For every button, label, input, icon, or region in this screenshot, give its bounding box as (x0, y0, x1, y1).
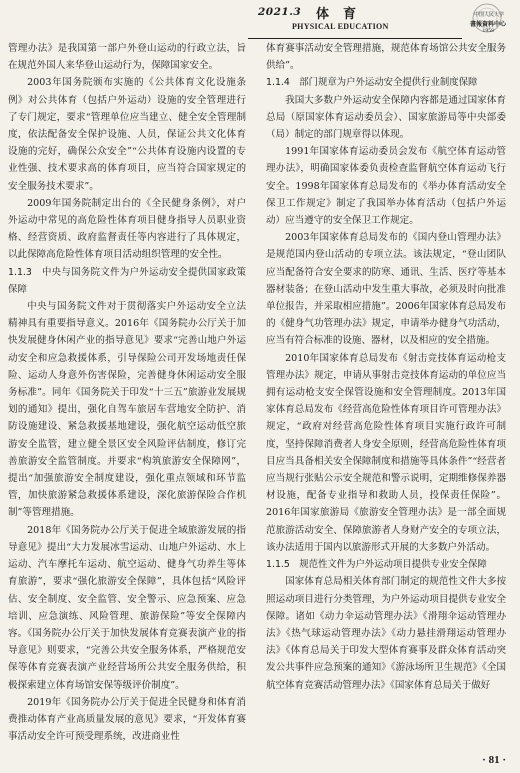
issue-number: 2021.3 (258, 6, 302, 18)
paragraph: 2010年国家体育总局发布《射击竞技体育运动枪支管理办法》规定，申请从事射击竞技体育运动的单位应当拥有运动枪支安全保管设施和安全管理制度。2013年国家体育总局发布《经营高危险性体育项目许可管理办法》规定，“政府对经营高危险性体育项目实施行政许可制度，坚持保障消费者人身安全原则，经营高危险性体育项目应当具备相关安全保障制度和措施等具体条件”“经营者应当规行张贴公示安全规范和警示说明，定期维修保养器材设施，配备专业指导和救助人员，投保责任保险”。2016年国家旅游局《旅游安全管理办法》是一部全面规范旅游活动安全、保障旅游者人身财产安全的专项立法，该办法适用于国内以旅游形式开展的大多数户外活动。 (266, 352, 506, 553)
paragraph: 2003年国家体育总局发布的《国内登山管理办法》是规范国内登山活动的专项立法。该法规定，“登山团队应当配备符合安全要求的防寒、通讯、生活、医疗等基本器材装备；在登山活动中发生重大事故，必须及时向批准单位报告，并采取相应措施”。2006年国家体育总局发布的《健身气功管理办法》规定，申请举办健身气功活动，应当有符合标准的设施、器材，以及相应的安全措施。 (266, 232, 506, 347)
page-number: · 81 · (482, 754, 506, 766)
right-column (266, 40, 506, 694)
paragraph: 2018年《国务院办公厅关于促进全域旅游发展的指导意见》提出“大力发展冰雪运动、山地户外运动、水上运动、汽车摩托车运动、航空运动、健身气功养生等体育旅游”，要求“强化旅游安全保障”，具体包括“风险评估、安全制度、安全监管、安全警示、应急预案、应急培训、应急演练、风险管理、旅游保险”等安全保障内容。《国务院办公厅关于加快发展体育竞赛表演产业的指导意见》则要求，“完善公共安全服务体系，严格规范安保等体育竞赛表演产业经营场所公共安全服务供给，积极探索建立体育场馆安保等级评价制度”。 (8, 524, 246, 691)
logo-center: 書報資料中心 (469, 21, 506, 28)
paragraph: 1991年国家体育运动委员会发布《航空体育运动管理办法》，明确国家体委负责检查监督航空体育运动飞行安全。1998年国家体育总局发布的《举办体育活动安全保卫工作规定》制定了我国举办体育活动（包括户外运动）应当遵守的安全保卫工作规定。 (266, 146, 506, 227)
paragraph: 2003年国务院颁布实施的《公共体育文化设施条例》对公共体育（包括户外运动）设施的安全管理进行了专门规定，要求“管理单位应当建立、健全安全管理制度，依法配备安全保护设施、人员，保证公共文化体育设施的完好，确保公众安全”“公共体育设施内设置的专业性强、技术要求高的体育项目，应当符合国家规定的安全服务技术要求”。 (8, 77, 246, 192)
magazine-title-cn: 体育 (316, 7, 371, 22)
header-left-space (14, 22, 246, 23)
section-heading-1-1-3: 1.1.3 中央与国务院文件为户外运动安全提供国家政策保障 (8, 266, 246, 295)
journal-masthead (248, 2, 508, 40)
section-heading-1-1-4: 1.1.4 部门规章为户外运动安全提供行业制度保障 (266, 77, 478, 89)
magazine-title-en: PHYSICAL EDUCATION (292, 22, 389, 31)
header-rule (248, 38, 462, 39)
paragraph: 国家体育总局相关体育部门制定的规范性文件大多按照运动项目进行分类管理，为户外运动项目提供专业安全保障。诸如《动力伞运动管理办法》《滑翔伞运动管理办法》《热气球运动管理办法》《动力悬挂滑翔运动管理办法》《体育总局关于印发大型体育赛事及群众体育活动突发公共事件应急预案的通知》《游泳场所卫生规范》《全国航空体育竞赛活动管理办法》《国家体育总局关于做好 (266, 576, 506, 691)
paragraph: 中央与国务院文件对于贯彻落实户外运动安全立法精神具有重要指导意义。2016年《国务院办公厅关于加快发展健身休闲产业的指导意见》要求“完善山地户外运动安全和应急救援体系，引导保险公司开发场地责任保险、运动人身意外伤害保险，完善健身休闲运动安全服务标准”。同年《国务院关于印发“十三五”旅游业发展规划的通知》提出，强化自驾车旅居车营地安全防护、消防设施建设、紧急救援基地建设，强化航空运动低空旅游安全监管，建立健全景区安全风险评估制度，修订完善旅游安全监管制度。并要求“构筑旅游安全保障网”，提出“加强旅游安全制度建设，强化重点领域和环节监管，加快旅游紧急救援体系建设，深化旅游保险合作机制”等管理措施。 (8, 301, 246, 519)
paragraph: 管理办法》是我国第一部户外登山运动的行政立法，旨在规范外国人来华登山运动行为，保障国家安全。 (8, 43, 246, 72)
logo-year: 1958 (482, 29, 494, 34)
paragraph: 2009年国务院制定出台的《全民健身条例》，对户外运动中常见的高危险性体育项目健身指导人员职业资格、经营资质、政府监督责任等内容进行了具体规定，以此保障高危险性体育项目活动组织管理的安全性。 (8, 197, 246, 261)
left-column (8, 40, 246, 745)
paragraph: 体育赛事活动安全管理措施，规范体育场馆公共安全服务供给”。 (266, 43, 506, 72)
logo-university: 中国人民大学 (473, 12, 504, 18)
paragraph: 我国大多数户外运动安全保障内容都是通过国家体育总局（原国家体育运动委员会）、国家旅游局等中央部委（局）制定的部门规章得以体现。 (266, 94, 506, 141)
paragraph: 2019年《国务院办公厅关于促进全民健身和体育消费推动体育产业高质量发展的意见》要求，“开发体育赛事活动安全许可预受理系统，改进商业性 (8, 696, 246, 743)
publisher-seal-logo (466, 2, 508, 38)
page-header (0, 0, 520, 40)
section-heading-1-1-5: 1.1.5 规范性文件为户外运动项目提供专业安全保障 (266, 559, 487, 571)
